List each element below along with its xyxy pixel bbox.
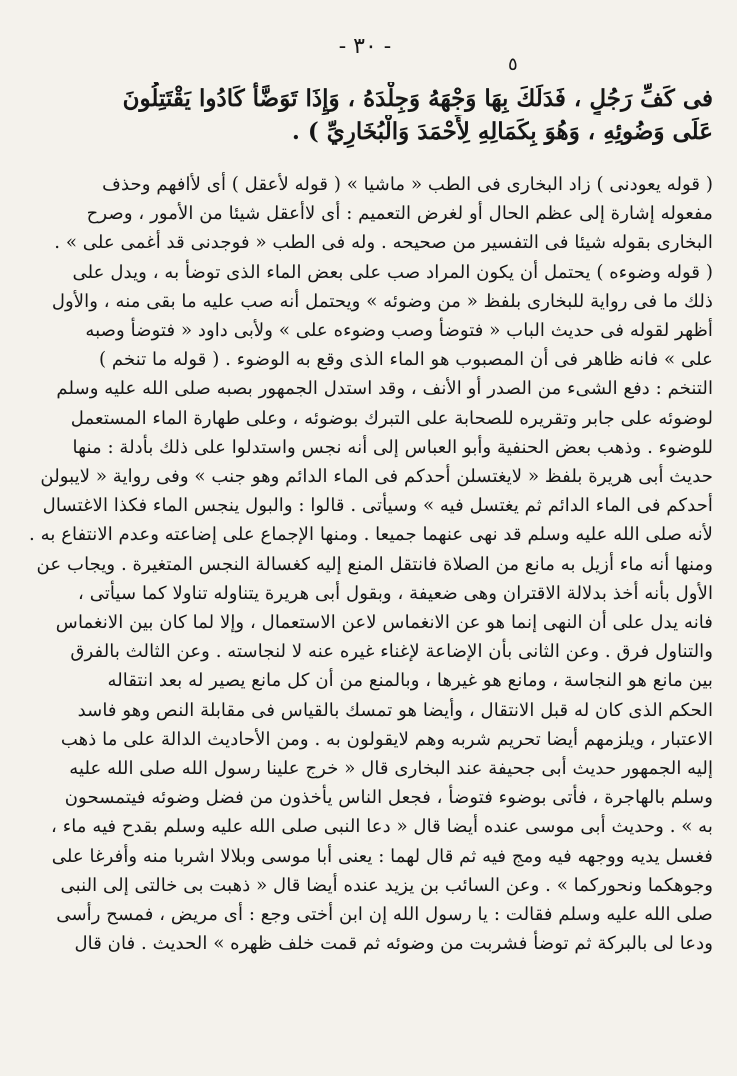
commentary-line: مفعوله إشارة إلى عظم الحال أو لغرض التعميم : أى لاأعقل شيئا من الأمور ، وصرح <box>86 203 713 225</box>
commentary-line: أظهر لقوله فى حديث الباب « فتوضأ وصب وضوءه على » ولأبى داود « فتوضأ وصبه <box>85 320 713 342</box>
hadith-line: عَلَى وَضُوئِهِ ، وَهُوَ بِكَمَالِهِ لِأَحْمَدَ وَالْبُخَارِيِّ ) . <box>291 118 713 145</box>
commentary-line: الحكم الذى كان له قبل الانتقال ، وأيضا هو تمسك بالقياس فى مقابلة النص وهو فاسد <box>77 699 713 721</box>
commentary-line: ودعا لى بالبركة ثم توضأ فشربت من وضوئه ثم قمت خلف ظهره » الحديث . فان قال <box>74 933 713 955</box>
commentary-line: ( قوله وضوءه ) يحتمل أن يكون المراد صب على بعض الماء الذى توضأ به ، ويدل على <box>72 261 713 283</box>
commentary-line: وجوهكما ونحوركما » . وعن السائب بن يزيد عنده أيضا قال « ذهبت بى خالتى إلى النبى <box>60 874 713 896</box>
commentary-line: التنخم : دفع الشىء من الصدر أو الأنف ، وقد استدل الجمهور بصبه صلى الله عليه وسلم <box>56 378 713 400</box>
commentary-line: صلى الله عليه وسلم فقالت : يا رسول الله إن ابن أختى وجع : أى مريض ، فمسح رأسى <box>56 904 713 926</box>
commentary-line: والتناول فرق . وعن الثانى بأن الإضاعة لإغناء غيره عنه لا لنجاسته . وعن الثالث بالفرق <box>70 641 713 663</box>
commentary-line: به » . وحديث أبى موسى عنده أيضا قال « دعا النبى صلى الله عليه وسلم بقدح فيه ماء ، <box>51 816 713 838</box>
commentary-line: ( قوله يعودنى ) زاد البخارى فى الطب « ماشيا » ( قوله لأعقل ) أى لأافهم وحذف <box>102 174 713 195</box>
commentary-line: فانه يدل على أن النهى إنما هو عن الانغماس لاعن الاستعمال ، وإلا لما كان بين الانغماس <box>55 612 713 634</box>
hadith-line: فى كَفِّ رَجُلٍ ، فَدَلَكَ بِهَا وَجْهَهُ وَجِلْدَهُ ، وَإِذَا تَوَضَّأَ كَادُوا يَقْتَتِلُونَ <box>122 85 713 112</box>
section-mark: ٥ <box>508 54 518 75</box>
commentary-line: الأول بأنه أخذ بدلالة الاقتران وهى ضعيفة ، وبقول أبى هريرة يتناوله تناولا كما سيأتى ، <box>78 582 713 604</box>
hadith-text <box>28 82 713 148</box>
commentary-line: وسلم بالهاجرة ، فأتى بوضوء فتوضأ ، فجعل الناس يأخذون من فضل وضوئه فيتمسحون <box>64 787 713 809</box>
commentary-line: إليه الجمهور حديث أبى جحيفة عند البخارى قال « خرج علينا رسول الله صلى الله عليه <box>69 758 713 780</box>
commentary-line: لأنه صلى الله عليه وسلم قد نهى عنهما جميعا . ومنها الإجماع على إضاعته وعدم الانتفاع به . <box>29 524 713 546</box>
commentary-line: حديث أبى هريرة بلفظ « لايغتسلن أحدكم فى الماء الدائم وهو جنب » وفى رواية « لايبولن <box>40 466 713 488</box>
commentary-line: ذلك ما فى رواية للبخارى بلفظ « من وضوئه » ويحتمل أنه صب عليه ما بقى منه ، والأول <box>51 290 713 312</box>
commentary-line: على » فانه ظاهر فى أن المصبوب هو الماء الذى وقع به الوضوء . ( قوله ما تنخم ) <box>98 349 713 371</box>
commentary-line: لوضوئه على جابر وتقريره للصحابة على التبرك بوضوئه ، وعلى طهارة الماء المستعمل <box>70 407 713 429</box>
commentary-line: البخارى بقوله شيئا فى التفسير من صحيحه . وله فى الطب « فوجدنى قد أغمى على » . <box>54 232 713 254</box>
commentary-line: ومنها أنه ماء أزيل به مانع من الصلاة فانتقل المنع إليه كغسالة النجس المتغيرة . ويجاب عن <box>36 553 713 575</box>
commentary-line: فغسل يديه ووجهه فيه ومج فيه ثم قال لهما : يعنى أبا موسى وبلالا اشربا منه وأفرغا على <box>51 845 713 867</box>
commentary-line: بين مانع هو النجاسة ، ومانع هو غيرها ، وبالمنع من أن كل مانع يصير له بعد انتقاله <box>107 670 713 692</box>
commentary-line: للوضوء . وذهب بعض الحنفية وأبو العباس إلى أنه نجس واستدلوا على ذلك بأدلة : منها <box>72 436 713 458</box>
commentary-line: أحدكم فى الماء الدائم ثم يغتسل فيه » وسيأتى . قالوا : والبول ينجس الماء فكذا الاغتسال <box>42 495 713 517</box>
commentary-line: الاعتبار ، ويلزمهم أيضا تحريم شربه وهم لايقولون به . ومن الأحاديث الدالة على ما ذهب <box>60 728 713 750</box>
commentary-text <box>28 170 713 958</box>
page-number: - ٣٠ - <box>338 34 392 59</box>
